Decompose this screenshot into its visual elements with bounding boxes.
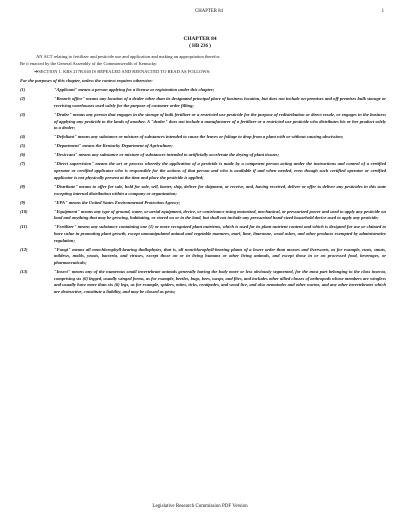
definition-number: (8) <box>20 183 26 189</box>
definition-item <box>20 152 386 159</box>
definition-text: "Equipment" means any type of ground, water, or aerial equipment, device, or contrivance using motorized, mechanical, or pressurized power and used to apply any pesticide on land and anything that may be growing, habitating, or stored on or in the land, but shall not include any pressurized hand-sized household device used to apply any pesticide; <box>54 208 386 221</box>
definition-item <box>20 224 386 244</box>
definition-item <box>20 143 386 150</box>
definition-item <box>20 184 386 197</box>
definition-item <box>20 247 386 267</box>
definition-text: "Desiccant" means any substance or mixture of substances intended to artificially accelerate the drying of plant tissues; <box>54 152 280 158</box>
definition-number: (6) <box>20 152 26 158</box>
definition-text: "Defoliant" means any substance or mixture of substances intended to cause the leaves or foliage to drop from a plant with or without causing abscission; <box>54 134 344 140</box>
definition-text: "Insect" means any of the numerous small invertebrate animals generally having the body more or less obviously segmented, for the most part belonging to the class insecta, comprising six (6) legged, usually winged forms, as for example, beetles, bugs, bees, wasps, and flies, and includes other allied classes of arthropods whose members are wingless and usually have more than six (6) legs, as for example, spiders, mites, ticks, centipedes, and wood lice, and also nematodes and other worms, and any other invertebrates which are destructive, constitute a liability, and may be classed as pests; <box>54 269 386 295</box>
definition-number: (5) <box>20 143 26 149</box>
enacting-clause: Be it enacted by the General Assembly of the Commonwealth of Kentucky: <box>20 60 158 66</box>
definition-number: (12) <box>20 246 28 252</box>
definition-item <box>20 209 386 222</box>
definition-text: "Department" means the Kentucky Department of Agriculture; <box>54 143 173 149</box>
definition-number: (10) <box>20 208 28 214</box>
definition-item <box>20 87 386 94</box>
definition-text: "Direct supervision" means the act or process whereby the application of a pesticide is made by a competent person acting under the instructions and control of a certified operator or certified applicator who is responsible for the actions of that person and who is available if and when needed, even though such certified operator or certified applicator is not physically present at the time and place the pesticide is applied; <box>54 161 386 180</box>
section-text: SECTION 1. KRS 217B.040 IS REPEALED AND REENACTED TO READ AS FOLLOWS: <box>38 69 211 74</box>
definition-text: "Branch office" means any location of a dealer other than its designated principal place of business location, but does not include on-premises and off-premises bulk storage or receiving warehouses used solely for the purpose of customer order filling; <box>54 96 386 108</box>
definition-text: "Fungi" means all nonchlorophyll-bearing thallophytes, that is, all nonchlorophyll-bearing plants of a lower order than mosses and liverworts, as for example, rusts, smuts, mildews, molds, yeasts, bacteria, and viruses, except those on or in living humans or other living animals, and except those in or on processed food, beverages, or pharmaceuticals; <box>54 246 386 266</box>
definition-text: "Fertilizer" means any substance containing one (1) or more recognized plant nutrients, which is used for its plant nutrient content and which is designed for use or claimed to have value in promoting plant growth, except unmanipulated animal and vegetable manures, marl, lime, limestone, wood ashes, and other products exempted by administrative regulation; <box>54 224 386 243</box>
definition-item <box>20 161 386 181</box>
running-header <box>34 9 384 17</box>
chapter-title: CHAPTER 84 <box>183 36 217 42</box>
bill-number: ( HB 236 ) <box>189 44 211 49</box>
definition-text: "Applicant" means a person applying for a license or registration under this chapter; <box>54 87 215 93</box>
arrow-icon: ➔ <box>34 70 39 75</box>
section-heading <box>20 69 386 77</box>
definition-item <box>20 200 386 207</box>
definition-number: (7) <box>20 161 26 167</box>
running-header-chapter: CHAPTER 84 <box>195 9 223 14</box>
definitions-intro: For the purposes of this chapter, unless the context requires otherwise: <box>20 78 153 84</box>
page-footer: Legislative Research Commission PDF Version <box>152 504 248 509</box>
definition-text: "Dealer" means any person that engages in the storage of bulk fertilizer or a restricted use pesticide for the purpose of redistribution or direct resale, or engages in the business of applying any pesticide to the lands of another. A "dealer" does not include a manufacturer of a fertilizer or a restricted use pesticide who distributes his or her product solely to a dealer; <box>54 112 386 131</box>
definition-item <box>20 112 386 132</box>
definition-number: (9) <box>20 199 26 205</box>
definition-text: "Distribute" means to offer for sale, hold for sale, sell, barter, ship, deliver for shipment, or receive, and, having received, deliver or offer to deliver any pesticides in this state excepting internal distribution within a company or organization; <box>54 183 386 196</box>
definition-number: (4) <box>20 134 26 140</box>
act-title: AN ACT relating to fertilizer and pesticide use and application and making an appropriation therefor. <box>36 54 221 59</box>
definition-text: "EPA" means the United States Environmental Protection Agency; <box>54 199 181 205</box>
definition-number: (1) <box>20 87 26 93</box>
definition-item <box>20 269 386 296</box>
document-body <box>20 54 386 296</box>
page-number: 1 <box>381 9 384 14</box>
definition-number: (2) <box>20 96 26 102</box>
definition-number: (13) <box>20 269 28 275</box>
definition-number: (3) <box>20 112 26 117</box>
definitions-list <box>20 87 386 296</box>
definition-item <box>20 96 386 109</box>
definition-item <box>20 134 386 141</box>
definition-number: (11) <box>20 224 28 230</box>
